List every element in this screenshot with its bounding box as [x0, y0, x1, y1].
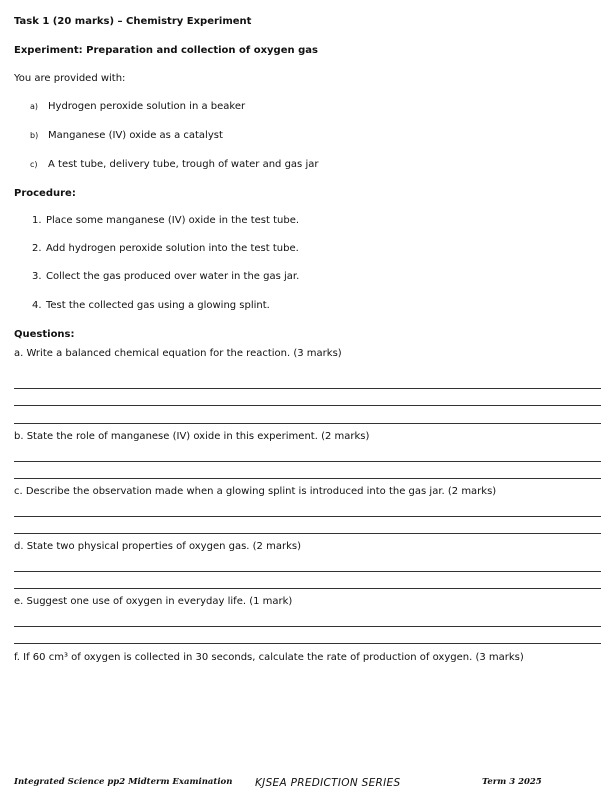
- provided-intro: You are provided with:: [14, 73, 126, 84]
- item-text: Hydrogen peroxide solution in a beaker: [48, 101, 246, 112]
- answer-line[interactable]: [14, 571, 601, 572]
- provided-item: [30, 158, 318, 172]
- footer-series: KJSEA PREDICTION SERIES: [255, 777, 401, 789]
- procedure-step: [32, 270, 299, 284]
- step-text: Test the collected gas using a glowing splint.: [46, 300, 270, 311]
- step-text: Place some manganese (IV) oxide in the test tube.: [46, 215, 300, 226]
- answer-line[interactable]: [14, 405, 601, 406]
- answer-line[interactable]: [14, 461, 601, 462]
- question-b: b. State the role of manganese (IV) oxide in this experiment. (2 marks): [14, 431, 370, 442]
- answer-line[interactable]: [14, 533, 601, 534]
- step-text: Add hydrogen peroxide solution into the test tube.: [46, 243, 299, 254]
- answer-line[interactable]: [14, 516, 601, 517]
- answer-line[interactable]: [14, 626, 601, 627]
- item-text: A test tube, delivery tube, trough of water and gas jar: [48, 159, 319, 170]
- footer-term: Term 3 2025: [482, 777, 542, 787]
- step-text: Collect the gas produced over water in the gas jar.: [46, 271, 300, 282]
- step-number: 3.: [32, 271, 42, 282]
- procedure-step: [32, 299, 270, 313]
- answer-line[interactable]: [14, 423, 601, 424]
- question-d: d. State two physical properties of oxygen gas. (2 marks): [14, 541, 301, 552]
- footer-exam-name: Integrated Science pp2 Midterm Examination: [14, 777, 233, 787]
- step-number: 4.: [32, 300, 42, 311]
- questions-heading: Questions:: [14, 329, 75, 340]
- answer-line[interactable]: [14, 478, 601, 479]
- step-number: 2.: [32, 243, 42, 254]
- list-marker: c): [30, 160, 38, 169]
- question-c: c. Describe the observation made when a glowing splint is introduced into the gas jar. (2 marks): [14, 486, 497, 497]
- task-title: Task 1 (20 marks) – Chemistry Experiment: [14, 16, 252, 27]
- answer-line[interactable]: [14, 588, 601, 589]
- experiment-title: Experiment: Preparation and collection of oxygen gas: [14, 45, 318, 56]
- list-marker: b): [30, 131, 39, 140]
- list-marker: a): [30, 102, 39, 111]
- step-number: 1.: [32, 215, 42, 226]
- provided-item: [30, 129, 223, 143]
- provided-item: [30, 100, 245, 114]
- question-f: f. If 60 cm³ of oxygen is collected in 30 seconds, calculate the rate of production of oxygen. (3 marks): [14, 652, 524, 663]
- question-a: a. Write a balanced chemical equation for the reaction. (3 marks): [14, 348, 342, 359]
- question-e: e. Suggest one use of oxygen in everyday life. (1 mark): [14, 596, 293, 607]
- procedure-step: [32, 242, 299, 256]
- procedure-heading: Procedure:: [14, 188, 76, 199]
- answer-line[interactable]: [14, 643, 601, 644]
- procedure-step: [32, 214, 299, 228]
- item-text: Manganese (IV) oxide as a catalyst: [48, 130, 223, 141]
- answer-line[interactable]: [14, 388, 601, 389]
